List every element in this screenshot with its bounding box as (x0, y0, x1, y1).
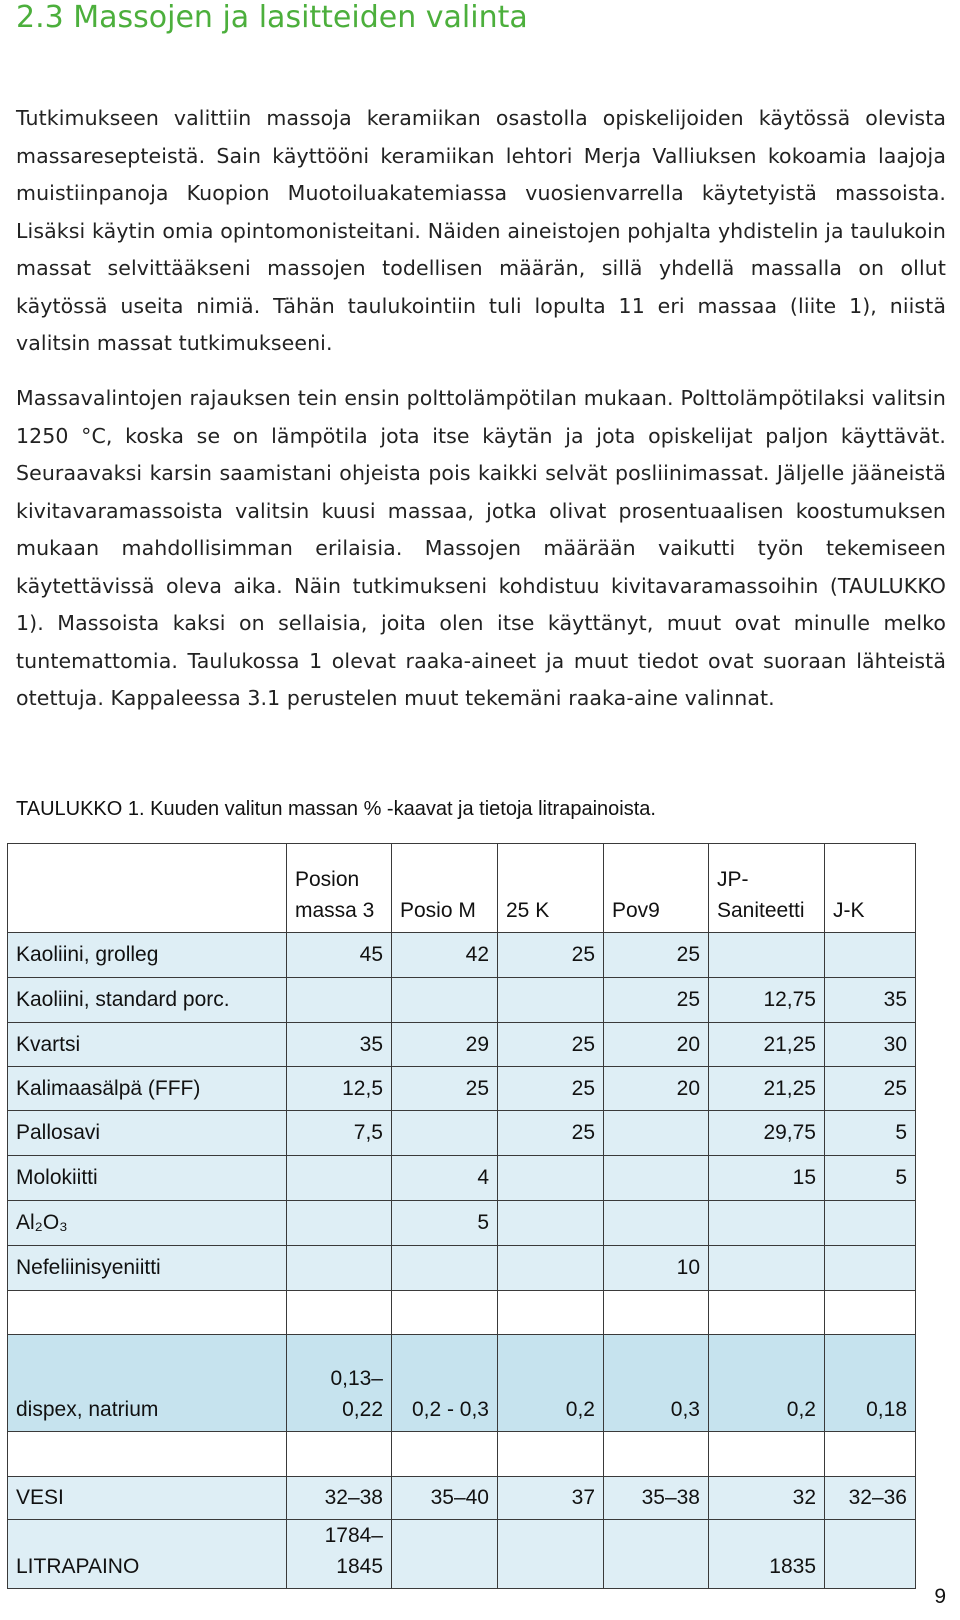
table-cell (287, 1291, 392, 1335)
table-cell: 21,25 (709, 1067, 825, 1111)
table-cell: 29,75 (709, 1111, 825, 1156)
row-label: VESI (8, 1477, 287, 1520)
table-row-spacer (8, 1291, 916, 1335)
table-cell (604, 1520, 709, 1589)
table-cell: 32 (709, 1477, 825, 1520)
row-label: Al₂O₃ (8, 1201, 287, 1246)
table-cell (709, 1432, 825, 1477)
table-cell: 5 (825, 1111, 916, 1156)
table-cell: 0,2 (498, 1335, 604, 1432)
table-cell (392, 1520, 498, 1589)
table-cell (709, 1291, 825, 1335)
table-row (8, 1201, 916, 1246)
row-label: Kaoliini, standard porc. (8, 978, 287, 1023)
table-cell (392, 1246, 498, 1291)
table-cell: 0,2 - 0,3 (392, 1335, 498, 1432)
table-cell (825, 1520, 916, 1589)
table-cell: 20 (604, 1067, 709, 1111)
table-cell (709, 933, 825, 978)
table-cell: 45 (287, 933, 392, 978)
table-cell: 25 (498, 1067, 604, 1111)
table-cell: 25 (825, 1067, 916, 1111)
table-cell (498, 1156, 604, 1201)
table-cell (287, 1432, 392, 1477)
header-cell-pov9: Pov9 (604, 844, 709, 933)
table-cell: 0,18 (825, 1335, 916, 1432)
table-cell (604, 1201, 709, 1246)
table-cell: 25 (604, 933, 709, 978)
table-cell: 15 (709, 1156, 825, 1201)
row-label: dispex, natrium (8, 1335, 287, 1432)
table-cell (498, 1291, 604, 1335)
row-label: Molokiitti (8, 1156, 287, 1201)
table-row-spacer (8, 1432, 916, 1477)
table-cell (498, 978, 604, 1023)
table-cell: 25 (392, 1067, 498, 1111)
table-cell: 5 (825, 1156, 916, 1201)
table-cell: 25 (498, 1023, 604, 1067)
table-cell (8, 1291, 287, 1335)
table-row (8, 1156, 916, 1201)
table-cell: 0,13–0,22 (287, 1335, 392, 1432)
table-cell: 25 (604, 978, 709, 1023)
table-cell (604, 1432, 709, 1477)
table-cell (392, 1291, 498, 1335)
header-cell-posio-m: Posio M (392, 844, 498, 933)
table-cell (825, 933, 916, 978)
row-label: LITRAPAINO (8, 1520, 287, 1589)
table-row (8, 1023, 916, 1067)
table-cell (498, 1201, 604, 1246)
table-cell: 5 (392, 1201, 498, 1246)
table-row (8, 1477, 916, 1520)
mass-recipe-table (7, 843, 916, 1589)
table-cell (392, 1432, 498, 1477)
table-cell (287, 1246, 392, 1291)
table-cell: 32–36 (825, 1477, 916, 1520)
table-cell (825, 1201, 916, 1246)
table-cell: 35 (825, 978, 916, 1023)
table-cell (604, 1291, 709, 1335)
table-cell (498, 1246, 604, 1291)
table-cell (498, 1432, 604, 1477)
row-label: Nefeliinisyeniitti (8, 1246, 287, 1291)
table-row (8, 978, 916, 1023)
table-row (8, 1067, 916, 1111)
table-cell: 21,25 (709, 1023, 825, 1067)
table-cell: 12,75 (709, 978, 825, 1023)
table-cell (604, 1111, 709, 1156)
table-cell: 4 (392, 1156, 498, 1201)
table-row (8, 1520, 916, 1589)
table-cell: 7,5 (287, 1111, 392, 1156)
table-cell (825, 1246, 916, 1291)
table-cell (709, 1246, 825, 1291)
table-cell (287, 978, 392, 1023)
table-cell: 0,2 (709, 1335, 825, 1432)
table-cell (604, 1156, 709, 1201)
table-cell: 1784–1845 (287, 1520, 392, 1589)
table-cell: 10 (604, 1246, 709, 1291)
table-cell: 35–40 (392, 1477, 498, 1520)
table-row (8, 933, 916, 978)
table-row (8, 1246, 916, 1291)
table-cell: 35–38 (604, 1477, 709, 1520)
table-row (8, 1335, 916, 1432)
table-cell (709, 1201, 825, 1246)
table-cell (825, 1432, 916, 1477)
table-cell: 29 (392, 1023, 498, 1067)
header-cell-posion-massa-3: Posion massa 3 (287, 844, 392, 933)
table-cell (392, 1111, 498, 1156)
table-cell (498, 1520, 604, 1589)
table-cell (287, 1156, 392, 1201)
section-heading: 2.3 Massojen ja lasitteiden valinta (16, 0, 528, 35)
table-cell: 35 (287, 1023, 392, 1067)
table-cell: 0,3 (604, 1335, 709, 1432)
row-label: Pallosavi (8, 1111, 287, 1156)
table-cell (8, 1432, 287, 1477)
table-caption: TAULUKKO 1. Kuuden valitun massan % -kaavat ja tietoja litrapainoista. (16, 798, 656, 820)
header-cell-jk: J-K (825, 844, 916, 933)
table-header-row (8, 844, 916, 933)
table-cell: 37 (498, 1477, 604, 1520)
body-paragraph-1: Tutkimukseen valittiin massoja keramiikan osastolla opiskelijoiden käytössä olevista massaresepteistä. Sain käyttööni keramiikan lehtori Merja Valliuksen kokoamia laajoja muistiinpanoja Kuopion Muotoiluakatemiassa vuosienvarrella käytetyistä massoista. Lisäksi käytin omia opintomonisteitani. Näiden aineistojen pohjalta yhdistelin ja taulukoin massat selvittääkseni massojen todellisen määrän, sillä yhdellä massalla on ollut käytössä useita nimiä. Tähän taulukointiin tuli lopulta 11 eri massaa (liite 1), niistä valitsin massat tutkimukseeni. (16, 106, 946, 355)
header-cell-25k: 25 K (498, 844, 604, 933)
table-row (8, 1111, 916, 1156)
table-cell (392, 978, 498, 1023)
row-label: Kalimaasälpä (FFF) (8, 1067, 287, 1111)
page-number: 9 (934, 1585, 946, 1608)
row-label: Kaoliini, grolleg (8, 933, 287, 978)
table-cell: 32–38 (287, 1477, 392, 1520)
table-cell: 25 (498, 933, 604, 978)
table-cell: 20 (604, 1023, 709, 1067)
table-cell: 25 (498, 1111, 604, 1156)
table-cell: 42 (392, 933, 498, 978)
table-cell (825, 1291, 916, 1335)
table-cell (287, 1201, 392, 1246)
table-cell: 12,5 (287, 1067, 392, 1111)
row-label: Kvartsi (8, 1023, 287, 1067)
header-cell-empty (8, 844, 287, 933)
header-cell-jp-saniteetti: JP-Saniteetti (709, 844, 825, 933)
body-paragraph-2: Massavalintojen rajauksen tein ensin polttolämpötilan mukaan. Polttolämpötilaksi valitsin 1250 °C, koska se on lämpötila jota itse käytän ja jota opiskelijat paljon käyttävät. Seuraavaksi karsin saamistani ohjeista pois kaikki selvät posliinimassat. Jäljelle jääneistä kivitavaramassoista valitsin kuusi massaa, jotka olivat prosentuaalisen koostumuksen mukaan mahdollisimman erilaisia. Massojen määrään vaikutti työn tekemiseen käytettävissä oleva aika. Näin tutkimukseni kohdistuu kivitavaramassoihin (TAULUKKO 1). Massoista kaksi on sellaisia, joita olen itse käyttänyt, muut ovat minulle melko tuntemattomia. Taulukossa 1 olevat raaka-aineet ja muut tiedot ovat suoraan lähteistä otettuja. Kappaleessa 3.1 perustelen muut tekemäni raaka-aine valinnat. (16, 386, 946, 710)
table-cell: 1835 (709, 1520, 825, 1589)
table-cell: 30 (825, 1023, 916, 1067)
